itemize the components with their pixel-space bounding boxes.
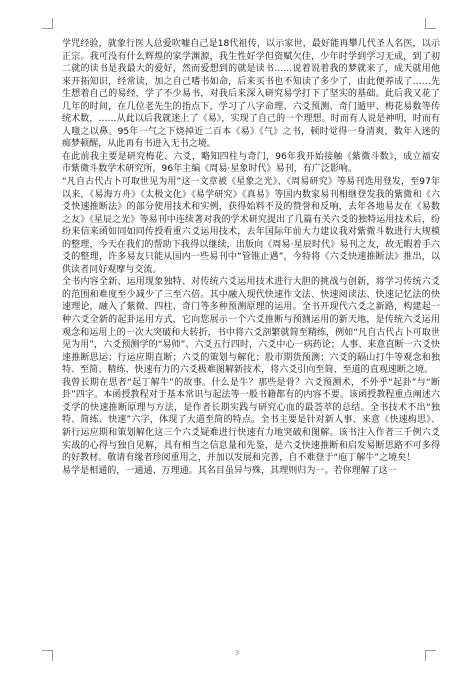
paragraph-2: 在此前我主要是研究梅花、六爻，略知四柱与奇门，96年我开始接触《紫微斗数》，成立福安市紫微斗数学术研究所，96年主编《周易·星象时代》易刊，有广泛影响。 (62, 151, 440, 175)
page-number: 3 (235, 650, 239, 657)
paragraph-6: 易学是相通的，一通通、万理通。其名目虽异与殊，其理则归为一。若你理解了这一 (62, 465, 397, 476)
crop-mark-top-left (42, 18, 53, 29)
paragraph-4: 全书内容全新、运用现象独特、对传统六爻运用技术进行大胆的挑战与创新，将学习传统六爻的范围和难度至少减少了三至六倍。其中融入现代快速作文法、快速阅读法、快速记忆法的快速理论，融入了紫微、四柱、奇门等多种预测原理的运用。全书开现代六爻之新路，构建起一种六爻全新的起卦运用方式，它向您展示一个六爻推断与预测运用的新天地，是传统六爻运用观念和运用上的一次大突破和大转折，书中将六爻剖繁就简至精练，例如“凡自古代占卜可取世见为用”，六爻预测学的“易师”、六爻五行四时，六爻中心一病药论；人事、来意直断一六爻快速推断思运；行运应期直断；六爻的策划与解化；股市期货预测；六爻的隔山打牛等观念和独特、至简、精练、快速有力的六爻极难图解新技术，将六爻引向至简、至道的直观速断之境。 (62, 277, 440, 376)
body-text (62, 38, 440, 477)
paragraph-3: “凡自古代占卜可取世见为用”这一文章被《星象之光》、《周易研究》等易刊选用登发，至97年以来，《易海方舟》《太极文化》《易学研究》《真易》等国内数家易刊相继登发我的紫微和《六爻快速推断法》的部分使用技术和实例，获得始料不及的赞誉和反响，去年各地易友在《易数之友》《星辰之光》等易刊中连续著对我的学术研究提出了几篇有关六爻的独特运用技术后，纷纷来信来函如同如同传授看重六爻运用技术，去年国际年前大力建议我对紫微斗数进行大规模的整理，今天在我们的帮助下我得以继续，出版向《周易·星辰时代》易刊之友，故无暇着手六爻的整理，许多易友只能从国内一些易刊中“管锥止遇”，今特将《六爻快速推断法》推出，以供读者同好观摩与交流。 (62, 177, 440, 275)
paragraph-5: 我曾长期在思者“起丁解牛”的故事。什么是牛？那些是骨？六爻预测术，不外乎“起卦”与“断卦”四字。本函授教程对于基本常识与起法等一般书籍都有的内容不要。该函授教程重点阐述六爻学的快速推断原理与方法，是作者长期实践与研究心血的最荟萃的总结。全书技术不出“独特、简练、快速”六字，体现了大道至简的特点。全书主要是针对新人事、来意《快速构思》、新行运应期和策划解化这三个六爻疑难进行快速有力地突破和图解。该书注入作者三千例六爻实战的心得与独自见解，具有相当之信息量和先鉴，是六爻快速推断和启发易断思路不可多得的好教材。敬请有缘者珍阅重用之，并加以发展和完善，自不难登于“庖丁解牛”之境矣！ (62, 377, 440, 464)
paragraph-1: 学咒经验，就象行医人总爱吹嘘自己是18代祖传，以示家世，最好能再攀几代圣人名医，以示正宗。我可没有什么辉煌的家学渊源，我生性好学但资赋欠佳，少年时学到学习无成，到了初二就的读书是我最大的爱好，然而爱想到的就是读书……说着说着我的梦就来了，成天就用他来开拓知识，经常读，加之自己嗜书如命，后来买书也不知读了多少了，由此便养成了……先生想着自己的易经，学了不少易书，对我后来深入研究易学打下了坚实的基础。此后我又花了几年的时间，在几位老先生的指点下，学习了八字命理、六爻预测、奇门遁甲、梅花易数等传统术数，……从此以后我就迷上了《易》，实现了自己的一个理想。时而有人说是神明，时而有人嗤之以鼻。95年一气之下烧掉近二百本《易》《气》之书，顿时觉得一身清爽，数年入迷的痴梦顿醒，从此再有书进入无书之境。 (62, 39, 440, 150)
crop-mark-top-right (425, 18, 436, 29)
